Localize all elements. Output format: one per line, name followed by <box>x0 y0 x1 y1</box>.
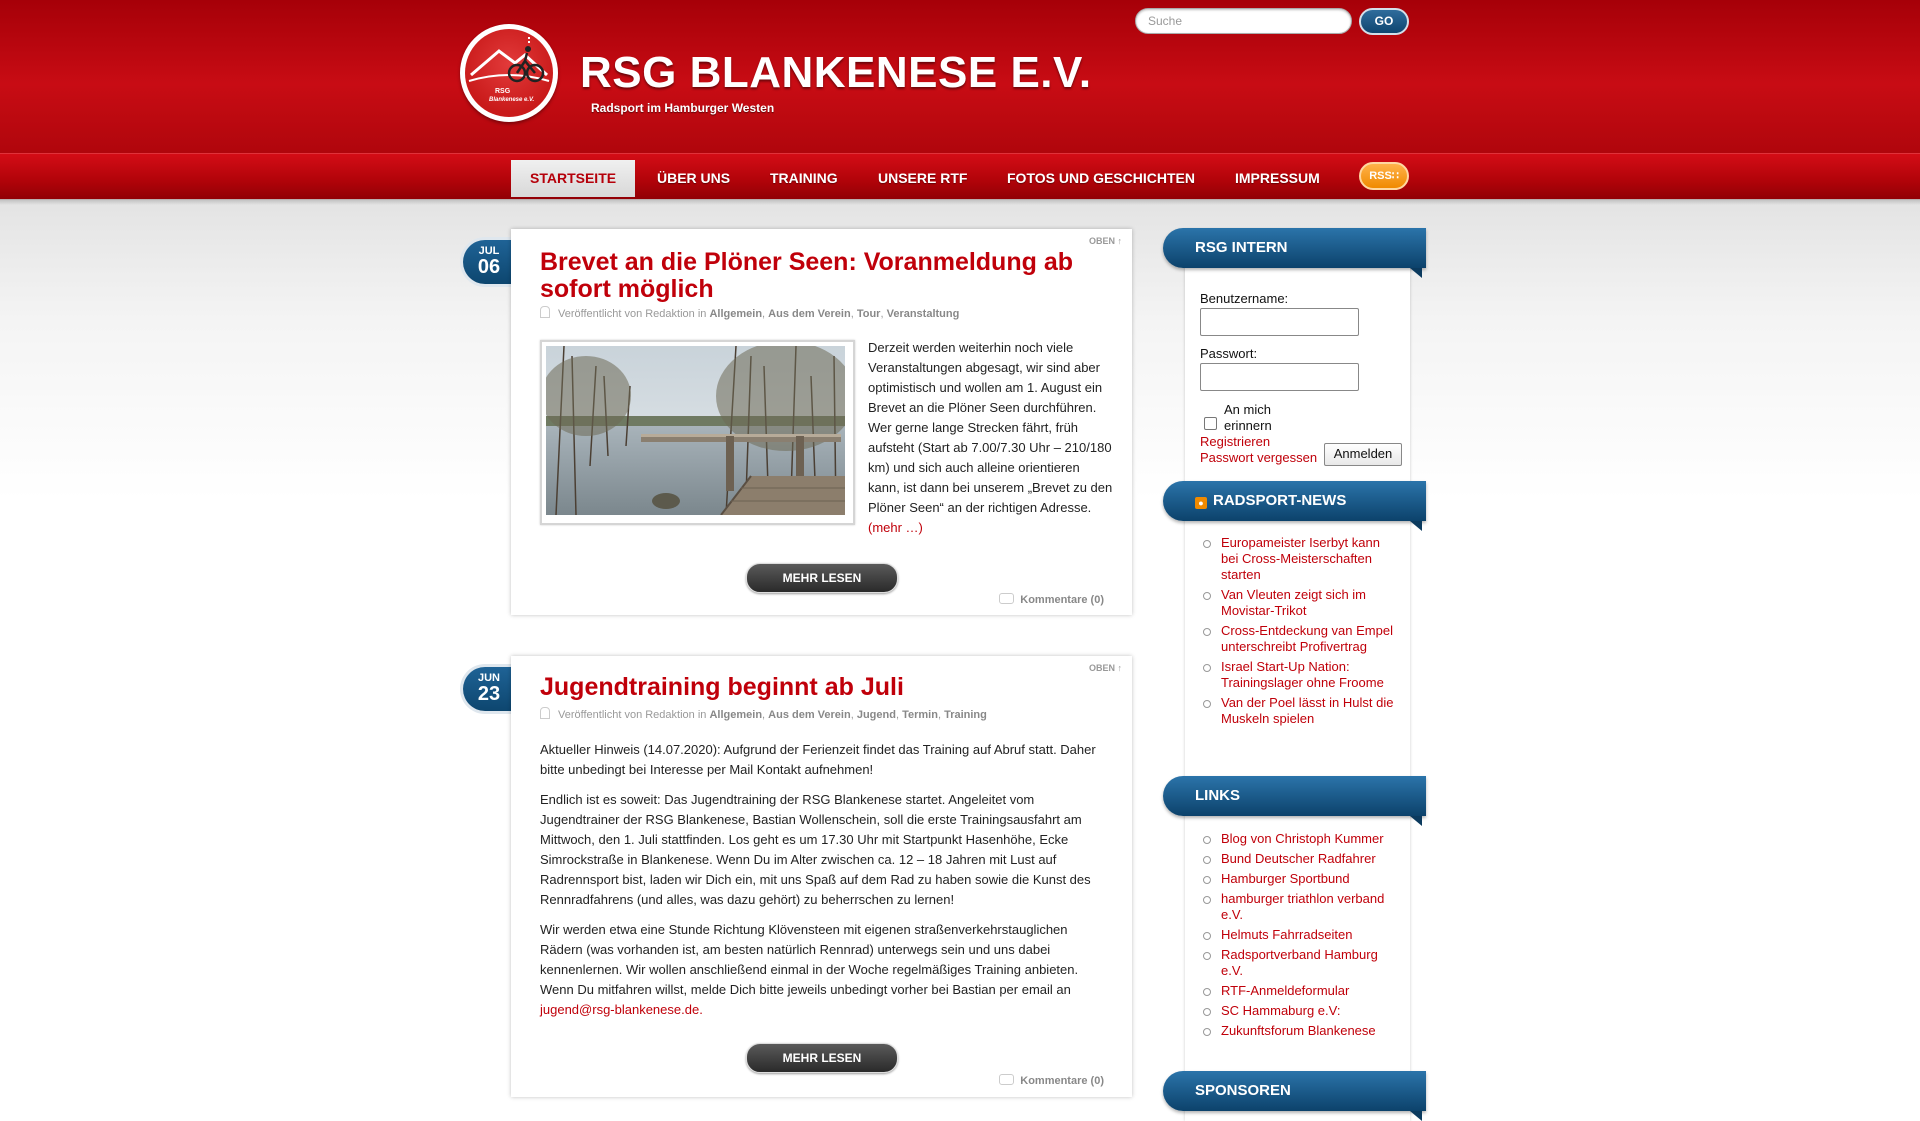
news-item[interactable]: Europameister Iserbyt kann bei Cross-Meisterschaften starten <box>1199 535 1399 583</box>
category-link[interactable]: Allgemein <box>709 709 763 721</box>
post-thumbnail[interactable] <box>540 340 855 525</box>
nav-shadow <box>0 199 1920 205</box>
category-link[interactable]: Jugend <box>856 709 896 721</box>
category-link[interactable]: Training <box>944 709 987 721</box>
news-list <box>1199 535 1399 731</box>
username-label: Benutzername: <box>1200 291 1289 306</box>
post-paragraph: Aktueller Hinweis (14.07.2020): Aufgrund der Ferienzeit findet das Training auf Abruf statt. Daher bitte unbedingt bei Interesse per Mail Kontakt aufnehmen! <box>540 742 1096 777</box>
site-subtitle: Radsport im Hamburger Westen <box>591 101 775 115</box>
author-icon <box>540 707 550 719</box>
post-date-month: JUN <box>477 672 500 684</box>
widget-title-rsg-intern: RSG INTERN <box>1163 228 1426 268</box>
widget-fold <box>1410 521 1422 531</box>
news-item[interactable]: Van der Poel lässt in Hulst die Muskeln spielen <box>1199 695 1399 727</box>
category-link[interactable]: Termin <box>902 709 938 721</box>
category-link[interactable]: Aus dem Verein <box>768 709 851 721</box>
post-date-day: 06 <box>477 256 501 278</box>
link-item[interactable]: Bund Deutscher Radfahrer <box>1199 851 1399 867</box>
rss-icon: ∷ <box>1391 170 1399 182</box>
post-title[interactable]: Jugendtraining beginnt ab Juli <box>540 673 904 701</box>
post-body <box>540 740 1105 1030</box>
post-meta: Veröffentlicht von Redaktion in Allgemein, Aus dem Verein, Tour, Veranstaltung <box>540 306 959 320</box>
nav-item-startseite[interactable]: STARTSEITE <box>511 160 635 197</box>
post-paragraph: Endlich ist es soweit: Das Jugendtraining der RSG Blankenese startet. Angeleitet vom Jugendtrainer der RSG Blankenese, Bastian Wollenschein, soll die erste Trainingsausfahrt am Mittwoch, den 1. Juli stattfinden. Los geht es um 17.30 Uhr mit Startpunkt Hasenhöhe, Ecke Simrockstraße in Blankenese. Wenn Du im Alter zwischen ca. 12 – 18 Jahren mit Lust auf Radrennsport bist, laden wir Dich ein, mit uns Spaß auf dem Rad zu haben sowie die Kunst des Rennradfahrens (und alles, was dazu gehört) zu beherrschen zu lernen! <box>540 792 1091 907</box>
link-item[interactable]: SC Hammaburg e.V: <box>1199 1003 1399 1019</box>
link-item[interactable]: hamburger triathlon verband e.V. <box>1199 891 1399 923</box>
post-excerpt-text: Derzeit werden weiterhin noch viele Veranstaltungen abgesagt, wir sind aber optimistisch und wollen am 1. August ein Brevet an die Plöner Seen durchführen. Wer gerne lange Strecken fährt, früh aufsteht (Start ab 7.00/7.30 Uhr – 210/180 km) und sich auch alleine orientieren kann, ist dann bei unserem „Brevet zu den Plöner Seen“ an der richtigen Adresse. <box>868 340 1113 515</box>
rss-button[interactable] <box>1359 162 1409 190</box>
news-item[interactable]: Israel Start-Up Nation: Trainingslager ohne Froome <box>1199 659 1399 691</box>
post-date-day: 23 <box>477 683 501 705</box>
news-item[interactable]: Van Vleuten zeigt sich im Movistar-Trikot <box>1199 587 1399 619</box>
logo-text-bottom: Blankenese e.V. <box>489 97 535 103</box>
lake-pier-image <box>546 346 845 515</box>
link-item[interactable]: RTF-Anmeldeformular <box>1199 983 1399 999</box>
meta-prefix: Veröffentlicht von Redaktion in <box>558 709 707 721</box>
nav-item-unsere-rtf[interactable]: UNSERE RTF <box>878 170 968 186</box>
search-input[interactable] <box>1135 8 1352 34</box>
rss-label: RSS <box>1369 170 1392 182</box>
post-date-badge <box>463 667 515 711</box>
meta-prefix: Veröffentlicht von Redaktion in <box>558 308 707 320</box>
comment-icon <box>999 1074 1014 1085</box>
category-link[interactable]: Allgemein <box>709 308 763 320</box>
cyclist-icon <box>465 29 553 117</box>
category-link[interactable]: Veranstaltung <box>886 308 960 320</box>
remember-label-2: erinnern <box>1224 418 1272 433</box>
post-date-month: JUL <box>478 245 500 257</box>
nav-item-impressum[interactable]: IMPRESSUM <box>1235 170 1320 186</box>
forgot-password-link[interactable]: Passwort vergessen <box>1200 450 1318 465</box>
comment-icon <box>999 593 1014 604</box>
remember-checkbox[interactable] <box>1204 417 1217 430</box>
widget-title-links: LINKS <box>1163 776 1426 816</box>
news-item[interactable]: Cross-Entdeckung van Empel unterschreibt Profivertrag <box>1199 623 1399 655</box>
login-button[interactable]: Anmelden <box>1324 443 1402 466</box>
nav-item-fotos-und-geschichten[interactable]: FOTOS UND GESCHICHTEN <box>1007 170 1195 186</box>
post-paragraph: Wir werden etwa eine Stunde Richtung Klövensteen mit eigenen straßenverkehrstauglichen Rädern (was vorhanden ist, am besten natürlich Rennrad) unterwegs sein und uns dabei kennenlernen. Wir wollen anschließend einmal in der Woche regelmäßiges Training anbieten. Wenn Du mitfahren willst, melde Dich bitte jeweils unbedingt vorher bei Bastian per email an jugend@rsg-blankenese.de. <box>540 922 1079 1017</box>
back-to-top-link[interactable]: OBEN ↑ <box>1088 663 1122 673</box>
nav-item-training[interactable]: TRAINING <box>770 170 838 186</box>
post-excerpt <box>868 338 1113 538</box>
remember-label: An mich <box>1224 402 1271 417</box>
password-field[interactable] <box>1200 363 1359 391</box>
username-field[interactable] <box>1200 308 1359 336</box>
post-date-badge <box>463 240 515 284</box>
widget-fold <box>1410 816 1422 826</box>
links-list <box>1199 831 1399 1043</box>
site-logo[interactable] <box>460 24 558 122</box>
back-to-top-link[interactable]: OBEN ↑ <box>1088 236 1122 246</box>
link-item[interactable]: Radsportverband Hamburg e.V. <box>1199 947 1399 979</box>
post-card <box>511 229 1132 615</box>
widget-title-sponsoren: SPONSOREN <box>1163 1071 1426 1111</box>
comments-link[interactable]: Kommentare (0) <box>999 593 1104 606</box>
arrow-up-icon: ↑ <box>1117 236 1122 246</box>
category-link[interactable]: Tour <box>856 308 881 320</box>
link-item[interactable]: Helmuts Fahrradseiten <box>1199 927 1399 943</box>
widget-fold <box>1410 1111 1422 1121</box>
register-link[interactable]: Registrieren <box>1200 434 1271 449</box>
widget-fold <box>1410 268 1422 278</box>
logo-text-top: RSG <box>495 88 511 95</box>
link-item[interactable]: Hamburger Sportbund <box>1199 871 1399 887</box>
password-label: Passwort: <box>1200 346 1258 361</box>
logo-emblem <box>465 29 553 117</box>
read-more-button[interactable]: MEHR LESEN <box>746 1043 898 1073</box>
search-go-button[interactable]: GO <box>1359 8 1409 35</box>
category-link[interactable]: Aus dem Verein <box>768 308 851 320</box>
site-title[interactable]: RSG BLANKENESE E.V. <box>580 48 1092 97</box>
read-more-link[interactable]: (mehr …) <box>868 520 923 535</box>
widget-title-radsport-news: ● RADSPORT-NEWS <box>1163 481 1426 521</box>
link-item[interactable]: Zukunftsforum Blankenese <box>1199 1023 1399 1039</box>
author-icon <box>540 306 550 318</box>
nav-item-ueber-uns[interactable]: ÜBER UNS <box>657 170 731 186</box>
link-item[interactable]: Blog von Christoph Kummer <box>1199 831 1399 847</box>
rss-feed-icon: ● <box>1195 497 1207 509</box>
post-meta: Veröffentlicht von Redaktion in Allgemein, Aus dem Verein, Jugend, Termin, Training <box>540 707 987 721</box>
email-link[interactable]: jugend@rsg-blankenese.de. <box>540 1002 703 1017</box>
read-more-button[interactable]: MEHR LESEN <box>746 563 898 593</box>
arrow-up-icon: ↑ <box>1117 663 1122 673</box>
post-card <box>511 656 1132 1097</box>
comments-link[interactable]: Kommentare (0) <box>999 1074 1104 1087</box>
post-title[interactable]: Brevet an die Plöner Seen: Voranmeldung ab sofort möglich <box>540 248 1073 303</box>
